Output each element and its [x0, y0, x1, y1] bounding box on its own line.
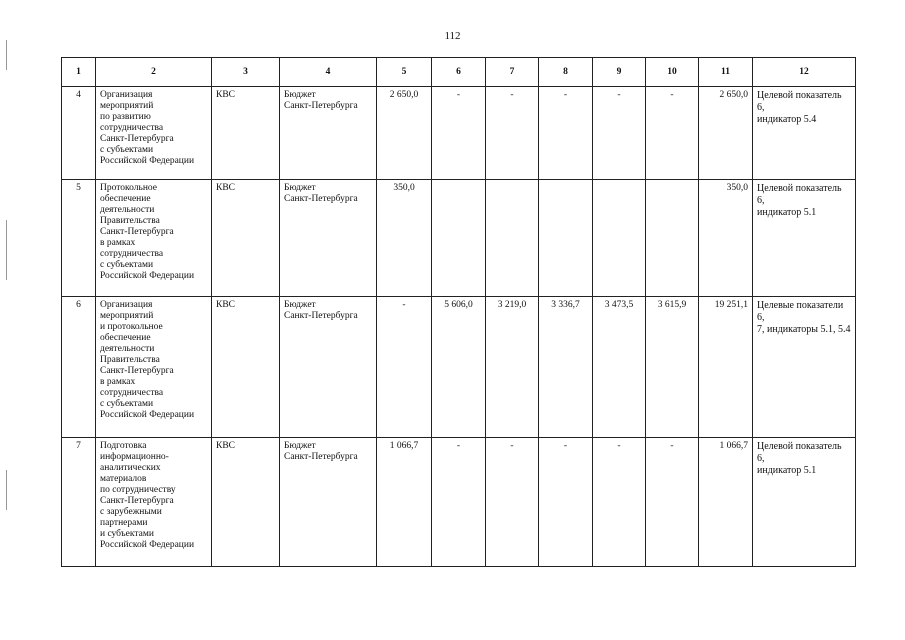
amount-total: 19 251,1: [699, 297, 753, 438]
amount-col-7: -: [486, 87, 539, 180]
amount-col-6: [432, 180, 486, 297]
amount-col-5: -: [377, 297, 432, 438]
column-header: 7: [486, 58, 539, 87]
program-activities-table: [61, 57, 856, 567]
funding-source: Бюджет Санкт-Петербурга: [280, 180, 377, 297]
amount-col-7: -: [486, 438, 539, 567]
amount-col-9: 3 473,5: [593, 297, 646, 438]
funding-source: Бюджет Санкт-Петербурга: [280, 297, 377, 438]
amount-col-5: 1 066,7: [377, 438, 432, 567]
page-number: 112: [444, 30, 461, 42]
amount-col-9: -: [593, 87, 646, 180]
amount-col-6: -: [432, 438, 486, 567]
amount-col-5: 350,0: [377, 180, 432, 297]
amount-col-8: 3 336,7: [539, 297, 593, 438]
column-header: 8: [539, 58, 593, 87]
activity-name: Протокольное обеспечение деятельности Правительства Санкт-Петербурга в рамках сотрудничества с субъектами Российской Федерации: [96, 180, 212, 297]
row-number: 6: [62, 297, 96, 438]
amount-total: 1 066,7: [699, 438, 753, 567]
amount-col-5: 2 650,0: [377, 87, 432, 180]
amount-col-10: 3 615,9: [646, 297, 699, 438]
funding-source: Бюджет Санкт-Петербурга: [280, 438, 377, 567]
executor: КВС: [212, 87, 280, 180]
amount-col-7: 3 219,0: [486, 297, 539, 438]
amount-col-8: -: [539, 438, 593, 567]
executor: КВС: [212, 180, 280, 297]
target-indicator: Целевые показатели 6, 7, индикаторы 5.1, 5.4: [753, 297, 856, 438]
table-row: [62, 180, 856, 297]
scan-margin-mark-middle: [6, 220, 7, 280]
amount-col-10: [646, 180, 699, 297]
amount-col-8: -: [539, 87, 593, 180]
table-header-row: [62, 58, 856, 87]
row-number: 5: [62, 180, 96, 297]
activity-name: Организация мероприятий и протокольное обеспечение деятельности Правительства Санкт-Петербурга в рамках сотрудничества с субъектами Российской Федерации: [96, 297, 212, 438]
target-indicator: Целевой показатель 6, индикатор 5.4: [753, 87, 856, 180]
table-row: [62, 297, 856, 438]
target-indicator: Целевой показатель 6, индикатор 5.1: [753, 438, 856, 567]
column-header: 3: [212, 58, 280, 87]
activity-name: Организация мероприятий по развитию сотрудничества Санкт-Петербурга с субъектами Российской Федерации: [96, 87, 212, 180]
executor: КВС: [212, 297, 280, 438]
amount-col-9: [593, 180, 646, 297]
amount-col-9: -: [593, 438, 646, 567]
column-header: 5: [377, 58, 432, 87]
row-number: 7: [62, 438, 96, 567]
column-header: 10: [646, 58, 699, 87]
scan-margin-mark-top: [6, 40, 7, 70]
row-number: 4: [62, 87, 96, 180]
amount-col-6: 5 606,0: [432, 297, 486, 438]
table-row: [62, 438, 856, 567]
column-header: 9: [593, 58, 646, 87]
column-header: 4: [280, 58, 377, 87]
column-header: 12: [753, 58, 856, 87]
activity-name: Подготовка информационно- аналитических материалов по сотрудничеству Санкт-Петербурга с зарубежными партнерами и субъектами Российской Федерации: [96, 438, 212, 567]
funding-source: Бюджет Санкт-Петербурга: [280, 87, 377, 180]
amount-total: 2 650,0: [699, 87, 753, 180]
column-header: 6: [432, 58, 486, 87]
column-header: 2: [96, 58, 212, 87]
scan-margin-mark-bottom: [6, 470, 7, 510]
executor: КВС: [212, 438, 280, 567]
amount-col-6: -: [432, 87, 486, 180]
target-indicator: Целевой показатель 6, индикатор 5.1: [753, 180, 856, 297]
amount-total: 350,0: [699, 180, 753, 297]
amount-col-8: [539, 180, 593, 297]
table-row: [62, 87, 856, 180]
amount-col-7: [486, 180, 539, 297]
amount-col-10: -: [646, 438, 699, 567]
column-header: 11: [699, 58, 753, 87]
amount-col-10: -: [646, 87, 699, 180]
column-header: 1: [62, 58, 96, 87]
